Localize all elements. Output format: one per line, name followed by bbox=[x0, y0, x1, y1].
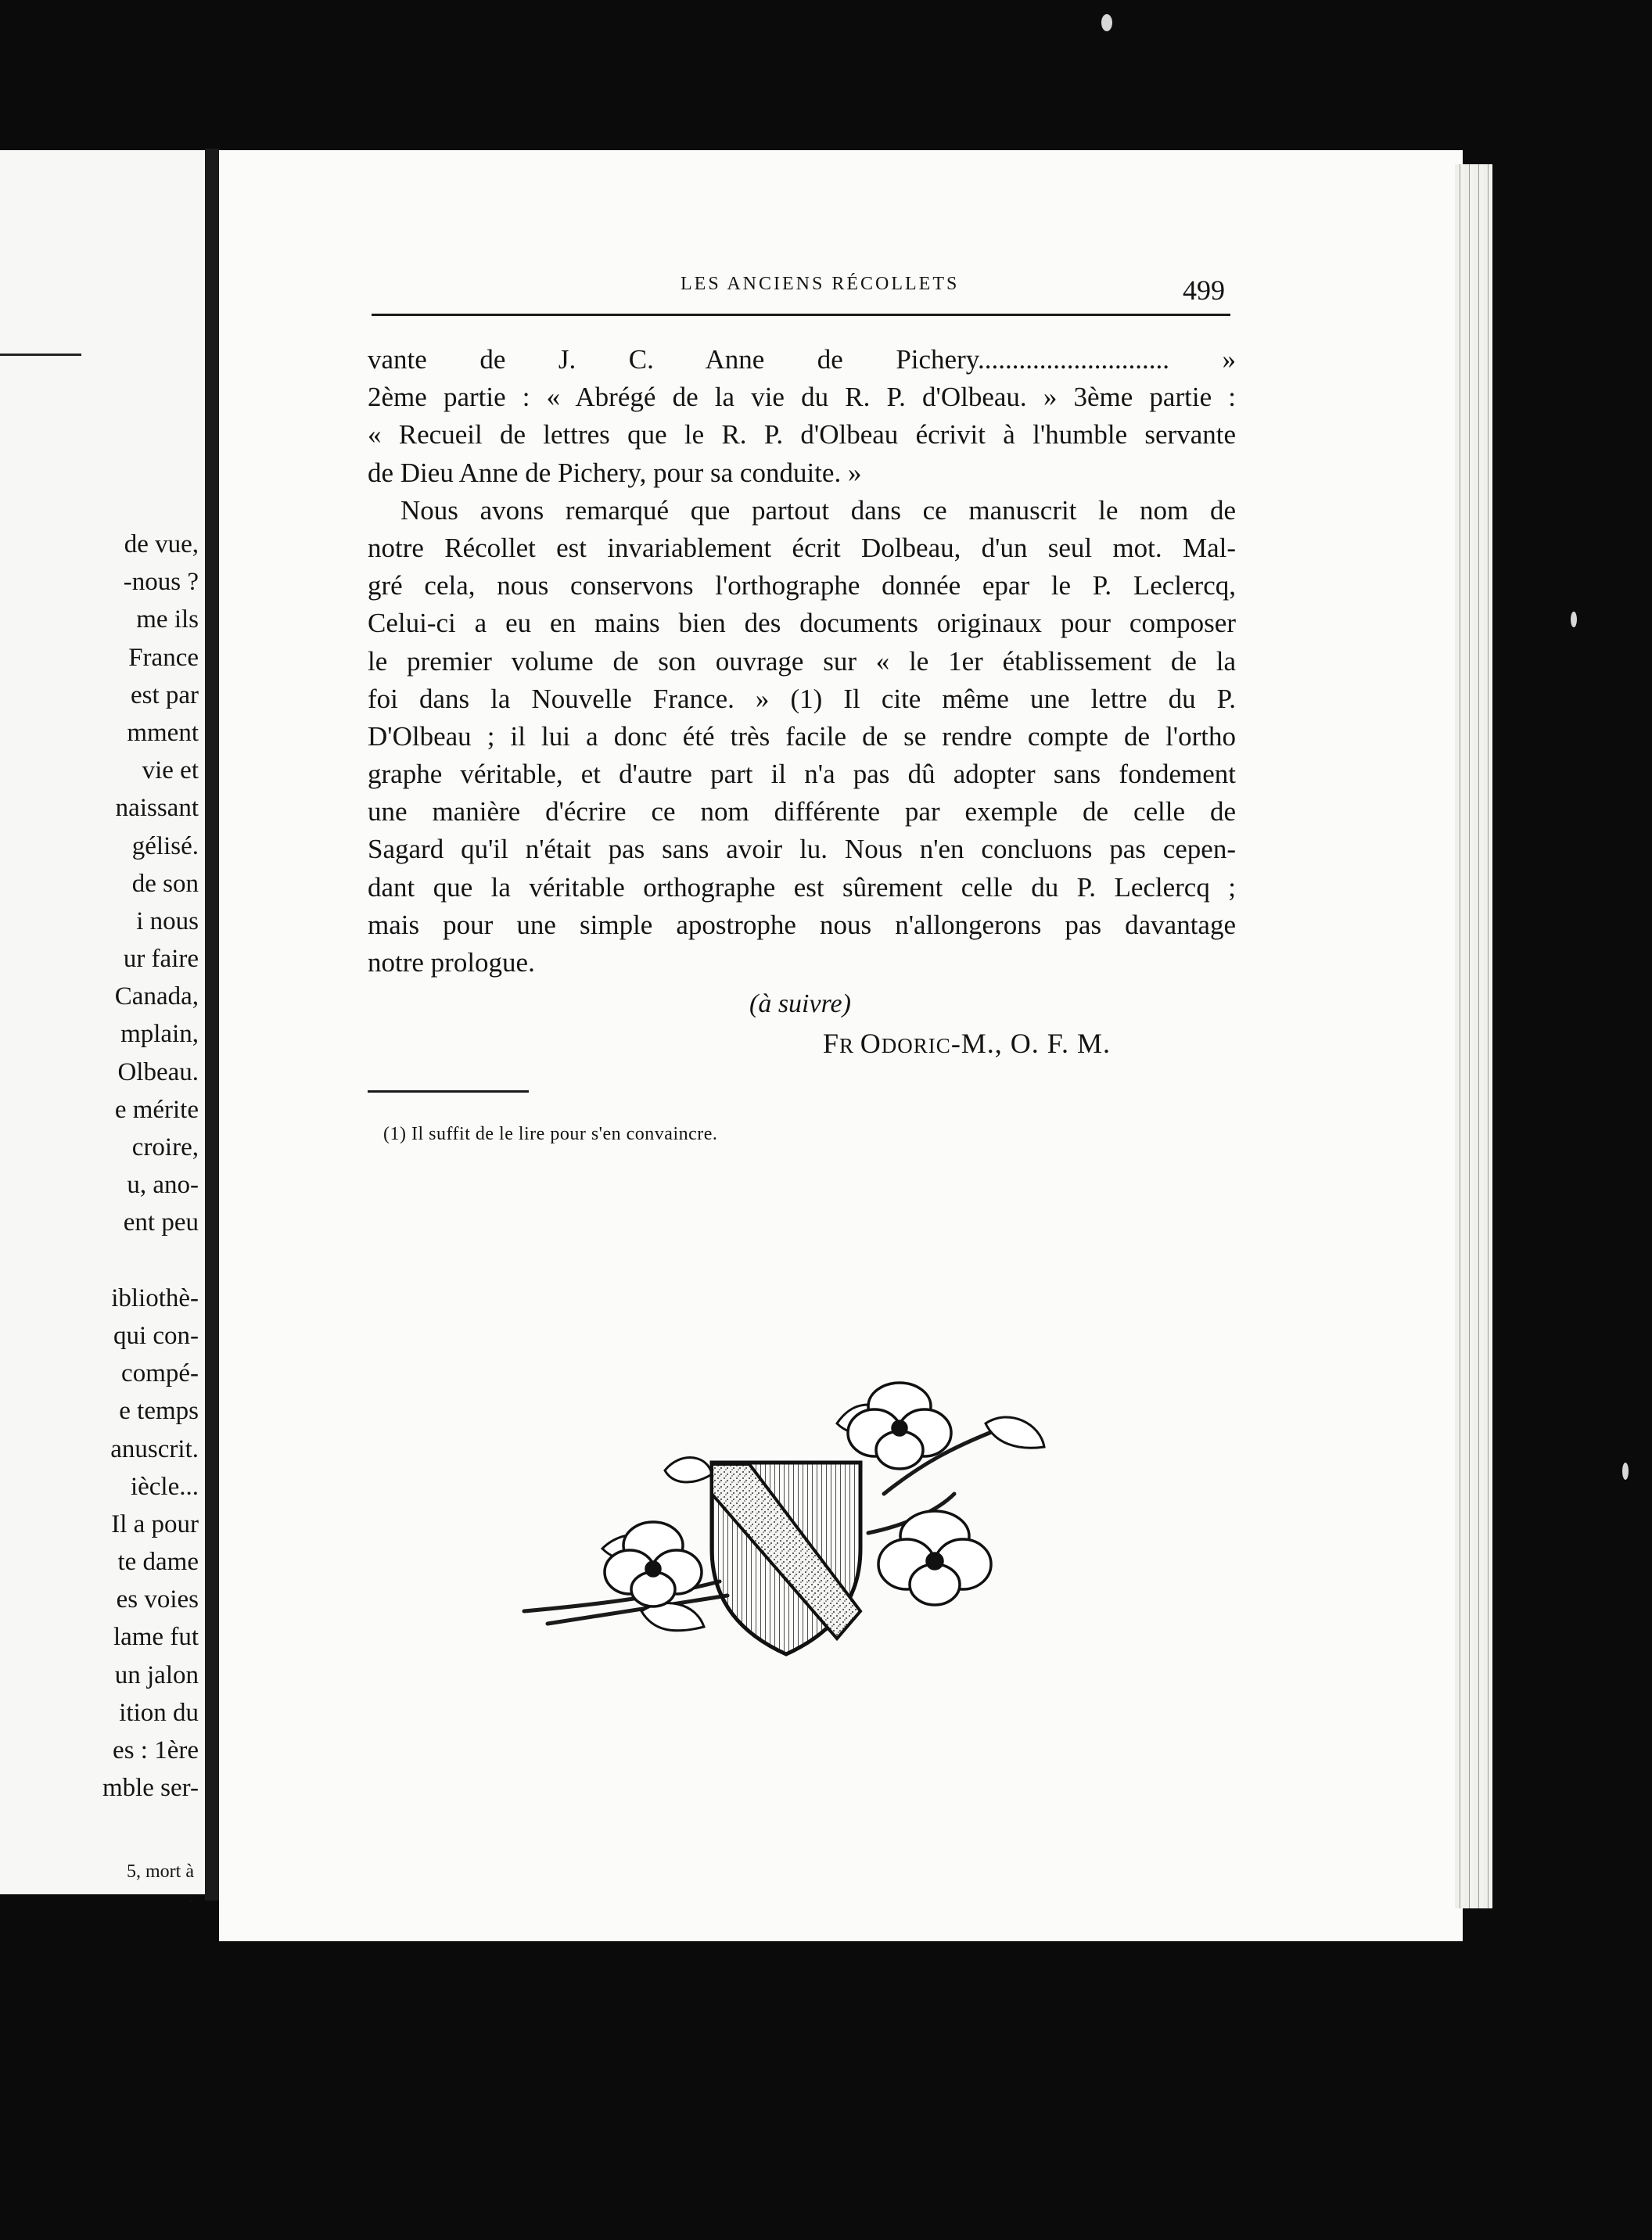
left-line: mment bbox=[127, 718, 199, 747]
left-line: un jalon bbox=[114, 1660, 199, 1689]
text-line: Nous avons remarqué que partout dans ce manuscrit le nom de bbox=[400, 494, 1236, 526]
author-signature bbox=[823, 1027, 1111, 1060]
coat-of-arms-ornament-icon bbox=[516, 1377, 1103, 1728]
signature-name-smallcaps: DORIC bbox=[881, 1034, 951, 1057]
left-line bbox=[0, 1242, 199, 1280]
text-line: graphe véritable, et d'autre part il n'a pas dû adopter sans fondement bbox=[368, 759, 1236, 790]
left-line: u, ano- bbox=[127, 1171, 199, 1200]
left-line: ur faire bbox=[123, 945, 199, 974]
left-line: Canada, bbox=[114, 982, 199, 1011]
left-page-rule bbox=[0, 354, 81, 356]
left-page bbox=[0, 150, 210, 1907]
text-line: Celui-ci a eu en mains bien des documents originaux pour composer bbox=[368, 608, 1236, 639]
scan-speck bbox=[1622, 1463, 1629, 1480]
left-line: Olbeau. bbox=[117, 1057, 199, 1086]
left-page-text bbox=[0, 526, 199, 1807]
left-line: ent peu bbox=[123, 1208, 199, 1237]
left-note: . bbox=[189, 1886, 194, 1907]
left-line: anuscrit. bbox=[110, 1434, 199, 1463]
signature-prefix-smallcaps: R bbox=[839, 1034, 860, 1057]
signature-suffix: -M., O. F. M. bbox=[950, 1028, 1111, 1059]
text-line: « Recueil de lettres que le R. P. d'Olbeau écrivit à l'humble servante bbox=[368, 419, 1236, 451]
text-line: 2ème partie : « Abrégé de la vie du R. P. d'Olbeau. » 3ème partie : bbox=[368, 382, 1236, 413]
body-text bbox=[368, 341, 1236, 982]
text-line: vante de J. C. Anne de Pichery............................ » bbox=[368, 344, 1236, 375]
footnote: (1) Il suffit de le lire pour s'en convaincre. bbox=[383, 1124, 718, 1144]
left-line: lame fut bbox=[113, 1623, 199, 1652]
signature-name: ODORIC bbox=[860, 1028, 951, 1059]
left-page-footnotes bbox=[127, 1859, 194, 1909]
left-line: me ils bbox=[136, 605, 199, 634]
left-line: France bbox=[128, 643, 199, 672]
text-line: de Dieu Anne de Pichery, pour sa conduite. » bbox=[368, 457, 862, 488]
text-line: notre prologue. bbox=[368, 947, 535, 978]
header-rule bbox=[372, 314, 1230, 316]
left-line: qui con- bbox=[113, 1321, 199, 1350]
left-line: te dame bbox=[117, 1548, 199, 1577]
left-line: de vue, bbox=[124, 530, 199, 558]
text-line: D'Olbeau ; il lui a donc été très facile de se rendre compte de l'ortho bbox=[368, 720, 1236, 752]
left-line: mble ser- bbox=[102, 1774, 199, 1803]
left-line: e temps bbox=[119, 1397, 199, 1426]
signature-prefix: FR bbox=[823, 1028, 860, 1059]
left-note: 5, mort à bbox=[127, 1861, 194, 1882]
left-line: es voies bbox=[116, 1585, 199, 1614]
shield-icon bbox=[712, 1463, 860, 1654]
page-edges bbox=[1455, 164, 1492, 1908]
page-number: 499 bbox=[1183, 275, 1225, 306]
left-line: ition du bbox=[119, 1698, 199, 1727]
left-line: i nous bbox=[136, 906, 199, 935]
paragraph-continuation bbox=[368, 341, 1236, 492]
left-line: Il a pour bbox=[111, 1509, 199, 1538]
text-line: mais pour une simple apostrophe nous n'allongerons pas davantage bbox=[368, 909, 1236, 940]
footnote-rule bbox=[368, 1090, 529, 1093]
text-line: foi dans la Nouvelle France. » (1) Il cite même une lettre du P. bbox=[368, 683, 1236, 714]
scan-speck bbox=[1101, 14, 1112, 31]
left-line: de son bbox=[131, 869, 199, 898]
text-line: le premier volume de son ouvrage sur « le 1er établissement de la bbox=[368, 645, 1236, 677]
a-suivre: (à suivre) bbox=[749, 989, 851, 1018]
left-line: es : 1ère bbox=[113, 1736, 199, 1764]
text-line: notre Récollet est invariablement écrit Dolbeau, d'un seul mot. Mal- bbox=[368, 532, 1236, 563]
left-line: e mérite bbox=[114, 1095, 199, 1124]
left-line: ibliothè- bbox=[111, 1283, 199, 1312]
left-line: mplain, bbox=[120, 1020, 199, 1049]
left-line: est par bbox=[130, 680, 199, 709]
text-line: Sagard qu'il n'était pas sans avoir lu. Nous n'en concluons pas cepen- bbox=[368, 834, 1236, 865]
left-line: croire, bbox=[131, 1133, 199, 1161]
left-line: naissant bbox=[115, 794, 199, 823]
text-line: gré cela, nous conservons l'orthographe donnée epar le P. Leclercq, bbox=[368, 570, 1236, 601]
left-line: compé- bbox=[121, 1359, 199, 1388]
left-line: vie et bbox=[142, 756, 199, 785]
left-line: gélisé. bbox=[131, 831, 199, 860]
left-line: -nous ? bbox=[123, 568, 199, 597]
text-line: dant que la véritable orthographe est sûrement celle du P. Leclercq ; bbox=[368, 871, 1236, 903]
paragraph-main bbox=[368, 492, 1236, 982]
scan-speck bbox=[1571, 612, 1577, 627]
book-gutter bbox=[205, 149, 219, 1901]
left-line: iècle... bbox=[130, 1472, 199, 1501]
text-line: une manière d'écrire ce nom différente par exemple de celle de bbox=[368, 796, 1236, 827]
running-head: LES ANCIENS RÉCOLLETS bbox=[681, 274, 960, 294]
